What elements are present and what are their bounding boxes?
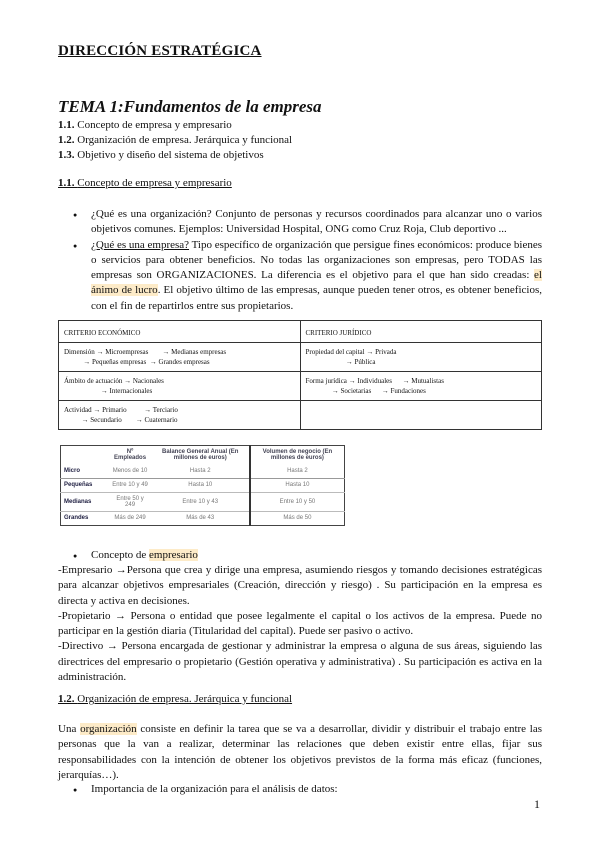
table-row: Micro Menos de 10 Hasta 2 Hasta 2 [61,464,345,478]
bullet-list [58,207,542,314]
cell-capital: Propiedad del capital → Privada → Pública [300,343,542,372]
page-number: 1 [534,797,540,811]
document-title: DIRECCIÓN ESTRATÉGICA [58,43,262,59]
bullet-empresa: ● ¿Qué es una empresa? Tipo específico de organización que persigue fines económicos: produce bienes o servicios para obtener beneficios. No todas las organizaciones son empresas, pero TODAS las empresas son ORGANIZACIONES. La diferencia es el objetivo para el que han sido creadas: el ánimo de lucro. El objetivo último de las empresas, aunque pueden tener otros, es obtener beneficios, con el fin de repartirlos entre sus propietarios. [58,238,542,314]
table-of-contents [58,118,292,163]
header-legal: CRITERIO JURÍDICO [300,321,542,343]
toc-item: 1.3. Objetivo y diseño del sistema de objetivos [58,149,264,161]
table-row: Medianas Entre 50 y 249 Entre 10 y 43 Entre 10 y 50 [61,492,345,511]
cell-forma: Forma jurídica → Individuales → Mutualistas → Societarias → Fundaciones [300,372,542,401]
topic-heading: TEMA 1:Fundamentos de la empresa [58,97,322,116]
bullet-list [58,548,542,563]
bullet-importancia: ● Importancia de la organización para el análisis de datos: [58,782,542,797]
bullet-list [58,782,542,797]
criteria-table [58,320,542,430]
toc-item: 1.1. Concepto de empresa y empresario [58,119,232,131]
bullet-organizacion: ● ¿Qué es una organización? Conjunto de personas y recursos coordinados para alcanzar uno o varios objetivos comunes. Ejemplos: Universidad Hospital, ONG como Cruz Roja, Club deportivo ... [58,207,542,238]
cell-dimension: Dimensión → Microempresas → Medianas empresas → Pequeñas empresas → Grandes empresas [59,343,301,372]
cell-ambito: Ámbito de actuación → Nacionales → Internacionales [59,372,301,401]
company-size-table [60,445,345,526]
section-heading-1-2: 1.2. Organización de empresa. Jerárquica y funcional [58,693,293,705]
col-header: Nº Empleados [114,449,147,461]
header-economic: CRITERIO ECONÓMICO [59,321,301,343]
def-directivo: -Directivo → Persona encargada de gestionar y administrar la empresa o alguna de sus áreas, siguiendo las directrices del empresario o propietario (Gestión operativa y administrativa) . Su participación es activa en la administración. [58,640,542,684]
definitions [58,563,542,685]
def-empresario: -Empresario →Persona que crea y dirige una empresa, asumiendo riesgos y tomando decisiones estratégicas para alcanzar objetivos empresariales (Creación, dirección y riesgo) . Su participación en la empresa es directa y activa en decisiones. [58,564,542,607]
table-row: Pequeñas Entre 10 y 49 Hasta 10 Hasta 10 [61,478,345,492]
bullet-empresario: ● Concepto de empresario [58,548,542,563]
table-row: Grandes Más de 249 Más de 43 Más de 50 [61,511,345,525]
paragraph-organizacion: Una organización consiste en definir la tarea que se va a desarrollar, dividir y distribuir el trabajo entre las personas que la van a realizar, determinar las relaciones que deben existir entre ellas, fijar sus responsabilidades con la intención de obtener los objetivos previstos de la forma más eficaz (funciones, jerarquías…). [58,723,542,781]
section-heading-1-1: 1.1. Concepto de empresa y empresario [58,177,232,189]
cell-actividad: Actividad → Primario → Terciario → Secundario → Cuaternario [59,401,301,430]
toc-item: 1.2. Organización de empresa. Jerárquica y funcional [58,134,293,146]
def-propietario: -Propietario → Persona o entidad que posee legalmente el capital o los activos de la empresa. Puede no participar en la gestión diaria (Titularidad del capital). Puede ser pasivo o activo. [58,609,542,638]
col-header: Volumen de negocio (En millones de euros) [250,446,345,465]
col-header: Balance General Anual (En millones de euros) [162,449,239,461]
cell-empty [300,401,542,430]
